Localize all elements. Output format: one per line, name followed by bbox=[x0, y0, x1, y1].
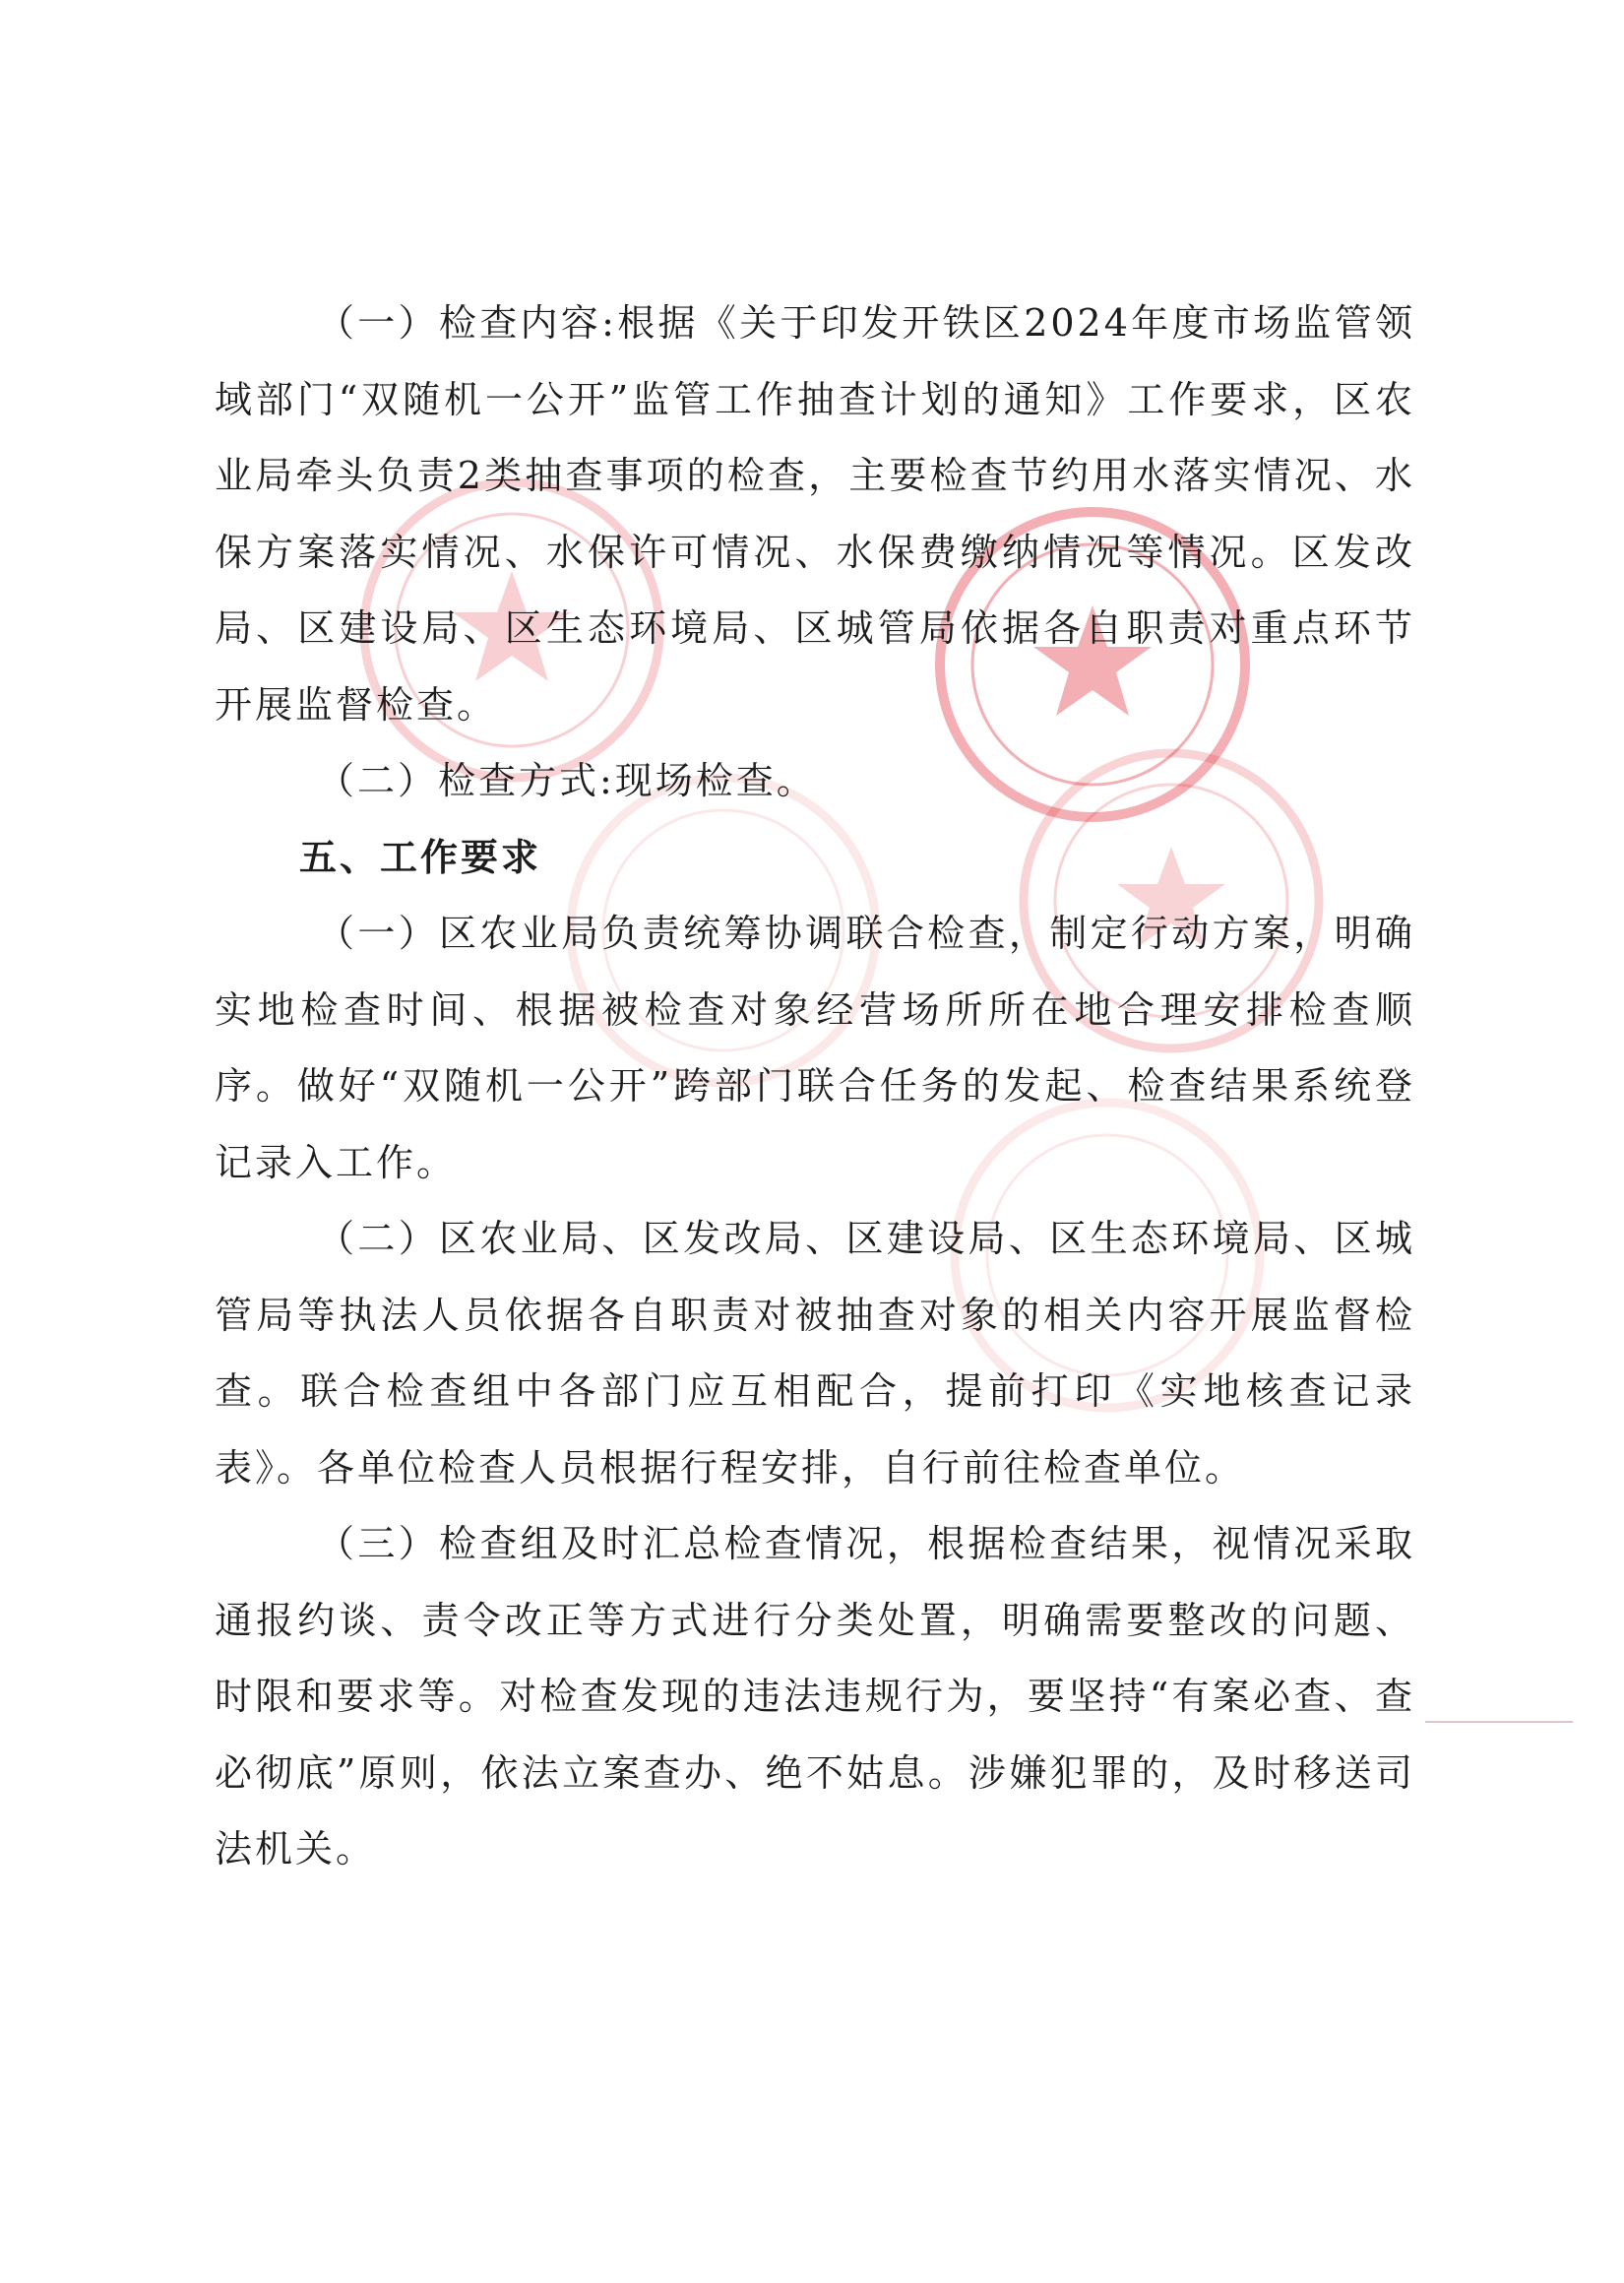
scan-artifact-line bbox=[1425, 1721, 1573, 1723]
inspection-content-paragraph: （一）检查内容:根据《关于印发开铁区2024年度市场监管领域部门“双随机一公开”监管工作抽查计划的通知》工作要求，区农业局牵头负责2类抽查事项的检查，主要检查节约用水落实情况、水保方案落实情况、水保许可情况、水保费缴纳情况等情况。区发改局、区建设局、区生态环境局、区城管局依据各自职责对重点环节开展监督检查。 bbox=[215, 301, 1415, 727]
section-heading-work-requirements: 五、工作要求 bbox=[299, 835, 542, 879]
inspection-method-paragraph: （二）检查方式:现场检查。 bbox=[317, 759, 817, 802]
requirement-1-paragraph: （一）区农业局负责统筹协调联合检查，制定行动方案，明确实地检查时间、根据被检查对象经营场所所在地合理安排检查顺序。做好“双随机一公开”跨部门联合任务的发起、检查结果系统登记录入工作。 bbox=[215, 912, 1415, 1184]
requirement-2-paragraph: （二）区农业局、区发改局、区建设局、区生态环境局、区城管局等执法人员依据各自职责对被抽查对象的相关内容开展监督检查。联合检查组中各部门应互相配合，提前打印《实地核查记录表》。各单位检查人员根据行程安排，自行前往检查单位。 bbox=[215, 1217, 1415, 1490]
document-body bbox=[215, 285, 1415, 1888]
requirement-3-paragraph: （三）检查组及时汇总检查情况，根据检查结果，视情况采取通报约谈、责令改正等方式进行分类处置，明确需要整改的问题、时限和要求等。对检查发现的违法违规行为，要坚持“有案必查、查必彻底”原则，依法立案查办、绝不姑息。涉嫌犯罪的，及时移送司法机关。 bbox=[215, 1522, 1415, 1871]
